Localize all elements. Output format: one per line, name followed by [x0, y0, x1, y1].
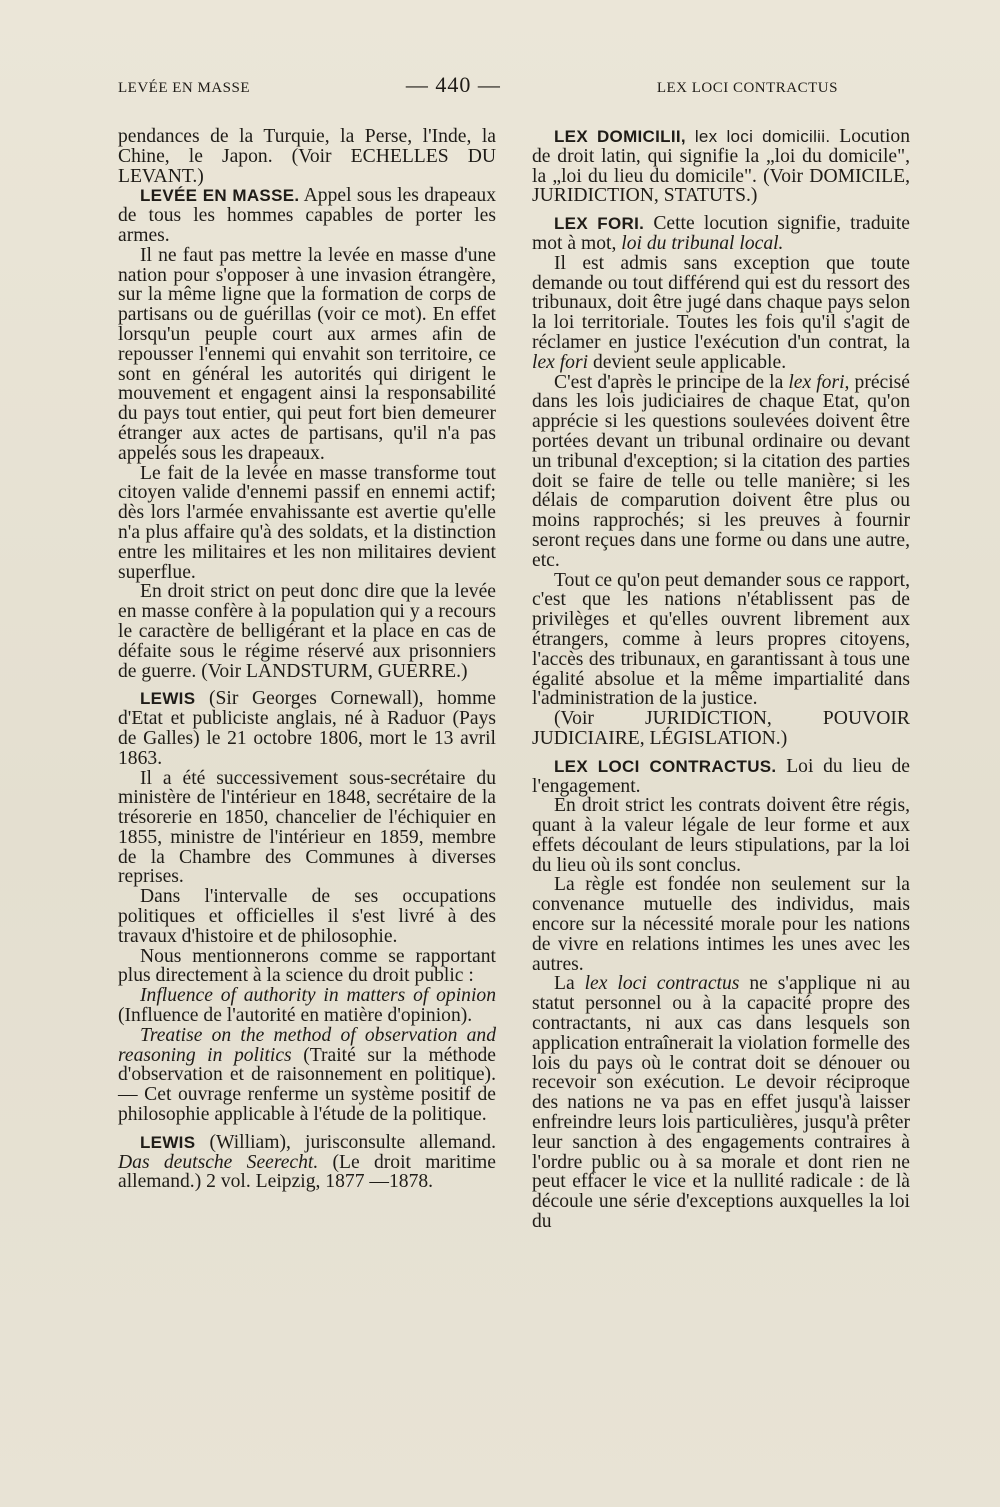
entry-lex-loci-contractus: LEX LOCI CONTRACTUS. Loi du lieu de l'engagement. — [532, 755, 910, 797]
paragraph: En droit strict on peut donc dire que la levée en masse confère à la population qui y a recours le caractère de belligérant et la place en cas de défaite sous le régime réservé aux prisonniers de guerre. (Voir LANDSTURM, GUERRE.) — [118, 581, 496, 682]
header-left-title: LEVÉE EN MASSE — [118, 80, 250, 96]
entry-heading: LEX FORI. — [554, 214, 645, 234]
right-column — [532, 127, 910, 1232]
paragraph: La règle est fondée non seulement sur la convenance mutuelle des individus, mais encore sur la nécessité morale pour les nations de vivre en relations intimes les unes avec les autres. — [532, 874, 910, 975]
paragraph: Il est admis sans exception que toute demande ou tout différend qui est du ressort des tribunaux, doit être jugé dans chaque pays selon la loi territoriale. Toutes les fois qu'il s'agit de réclamer en justice l'exécution d'un contrat, la lex fori devient seule applicable. — [532, 252, 910, 373]
paragraph: Il ne faut pas mettre la levée en masse d'une nation pour s'opposer à une invasion étrangère, sur la même ligne que la formation de corps de partisans ou de guérillas (voir ce mot). En effet lorsqu'un peuple court aux armes afin de repousser l'ennemi qui envahit son territoire, ce sont en général les autorités qui dirigent le mouvement et engagent ainsi la responsabilité du pays tout entier, qui peut fort bien demeurer étranger aux actes de partisans, qu'il n'a pas appelés sous les drapeaux. — [118, 244, 496, 464]
entry-heading: LEVÉE EN MASSE. — [140, 186, 300, 206]
book-title: Treatise on the method of observation and reasoning in politics — [118, 1024, 496, 1066]
book-title: Das deutsche Seerecht. — [118, 1151, 319, 1173]
entry-subheading: lex loci domicilii. — [694, 127, 831, 146]
bibliography-item: Treatise on the method of observation and reasoning in politics (Traité sur la méthode d'observation et de raisonnement en politique). — Cet ouvrage renferme un système positif de philosophie applicable à l'étude de la politique. — [118, 1024, 496, 1126]
paragraph: En droit strict les contrats doivent être régis, quant à la valeur légale de leur forme et aux effets découlant de leurs stipulations, par la loi du lieu où ils sont conclus. — [532, 795, 910, 876]
entry-lewis-william: LEWIS (William), jurisconsulte allemand. Das deutsche Seerecht. (Le droit maritime allemand.) 2 vol. Leipzig, 1877 —1878. — [118, 1131, 496, 1193]
paragraph: Il a été successivement sous-secrétaire du ministère de l'intérieur en 1848, secrétaire de la trésorerie en 1850, chancelier de l'échiquier en 1855, ministre de l'intérieur en 1859, membre de la Chambre des Communes à diverses reprises. — [118, 767, 496, 888]
entry-heading: LEX DOMICILII, — [554, 127, 686, 146]
paragraph: Nous mentionnerons comme se rapportant plus directement à la science du droit public : — [118, 945, 496, 987]
entry-heading: LEX LOCI CONTRACTUS. — [554, 756, 777, 776]
paragraph: pendances de la Turquie, la Perse, l'Inde, la Chine, le Japon. (Voir ECHELLES DU LEVANT.) — [118, 126, 496, 187]
paragraph: Tout ce qu'on peut demander sous ce rapport, c'est que les nations n'établissent pas de privilèges et qu'elles ouvrent librement aux étrangers, comme à leurs propres citoyens, l'accès des tribunaux, en garantissant à tous une égalité absolue et la même impartialité dans l'administration de la justice. — [532, 569, 910, 710]
entry-lex-domicilii: LEX DOMICILII, lex loci domicilii. Locution de droit latin, qui signifie la „loi du domicile", la „loi du lieu du domicile". (Voir DOMICILE, JURIDICTION, STATUTS.) — [532, 126, 910, 207]
paragraph: La lex loci contractus ne s'applique ni au statut personnel ou à la capacité propre des contractants, ni aux cas dans lesquels son application entraînerait la violation formelle des lois du pays où le contrat doit se dénouer ou recevoir son exécution. Le devoir réciproque des nations ne va pas en effet jusqu'à laisser enfreindre leurs lois particulières, jusqu'à prêter leur sanction à des engagements contraires à l'ordre public ou à sa morale et dont rien ne peut effacer le vice et la nullité radicale : de là découle une série d'exceptions auxquelles la loi du — [532, 973, 911, 1233]
paragraph: Dans l'intervalle de ses occupations politiques et officielles il s'est livré à des travaux d'histoire et de philosophie. — [118, 886, 496, 947]
cross-reference: (Voir JURIDICTION, POUVOIR JUDICIAIRE, LÉGISLATION.) — [532, 708, 910, 749]
entry-heading: LEWIS — [140, 689, 196, 709]
bibliography-item: Influence of authority in matters of opinion (Influence de l'autorité en matière d'opinion). — [118, 985, 496, 1027]
paragraph: C'est d'après le principe de la lex fori, précisé dans les lois judiciaires de chaque Etat, qu'on apprécie si les questions soulevées doivent être portées devant un tribunal ordinaire ou devant un tribunal d'exception; si la citation des parties doit se faire de telle ou telle manière; si les délais de comparution doivent être plus ou moins rapprochés; si les preuves à fournir seront reçues dans une forme ou dans une autre, etc. — [532, 371, 910, 571]
running-header — [118, 72, 838, 98]
entry-levee-en-masse: LEVÉE EN MASSE. Appel sous les drapeaux de tous les hommes capables de porter les armes. — [118, 185, 496, 246]
left-column — [118, 127, 496, 1192]
book-title: Influence of authority in matters of opinion — [140, 985, 496, 1007]
paragraph: Le fait de la levée en masse transforme tout citoyen valide d'ennemi passif en ennemi actif; dès lors l'armée envahissante est avertie qu'elle n'a plus affaire qu'à des soldats, et la distinction entre les militaires et les non militaires devient superflue. — [118, 462, 496, 583]
header-right-title: LEX LOCI CONTRACTUS — [656, 80, 838, 96]
entry-lewis-georges: LEWIS (Sir Georges Cornewall), homme d'Etat et publiciste anglais, né à Raduor (Pays de Galles) le 21 octobre 1806, mort le 13 avril 1863. — [118, 688, 496, 769]
entry-heading: LEWIS — [140, 1132, 196, 1152]
page-number: — 440 — — [405, 72, 501, 97]
entry-lex-fori: LEX FORI. Cette locution signifie, traduite mot à mot, loi du tribunal local. — [532, 213, 910, 254]
